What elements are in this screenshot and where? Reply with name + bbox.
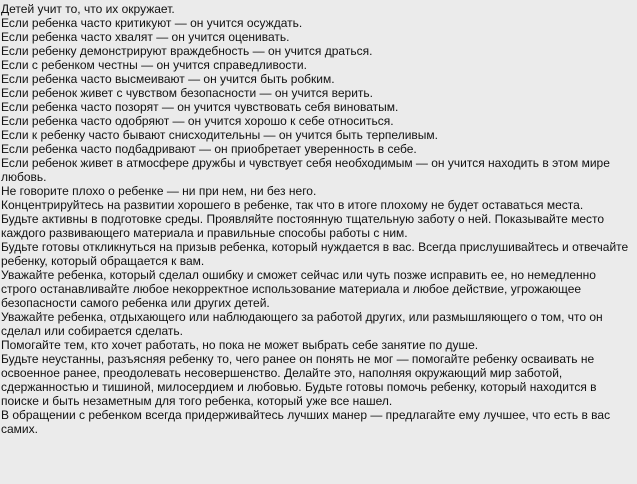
text-line: Если ребенок живет с чувством безопасности — он учится верить. xyxy=(1,86,373,100)
text-line: Если ребенка часто высмеивают — он учится быть робким. xyxy=(1,72,335,86)
paragraph: Будьте готовы откликнуться на призыв ребенка, который нуждается в вас. Всегда прислушивайтесь и отвечайте ребенку, который обращается к вам. xyxy=(1,240,629,268)
paragraph: В обращении с ребенком всегда придерживайтесь лучших манер — предлагайте ему лучшее, что есть в вас самих. xyxy=(1,408,611,436)
paragraph: Уважайте ребенка, который сделал ошибку и сможет сейчас или чуть позже исправить ее, но немедленно строго останавливайте любое некорректное использование материала и любое действие, угрожающее безопасности самого ребенка или других детей. xyxy=(1,268,596,310)
text-line: Если ребенка часто хвалят — он учится оценивать. xyxy=(1,30,290,44)
text-line: Если ребенку демонстрируют враждебность — он учится драться. xyxy=(1,44,373,58)
text-line: Если с ребенком честны — он учится справедливости. xyxy=(1,58,307,72)
text-line: Если ребенка часто одобряют — он учится хорошо к себе относиться. xyxy=(1,114,394,128)
paragraph: Помогайте тем, кто хочет работать, но пока не может выбрать себе занятие по душе. xyxy=(1,338,479,352)
paragraph: Не говорите плохо о ребенке — ни при нем, ни без него. xyxy=(1,184,317,198)
paragraph: Уважайте ребенка, отдыхающего или наблюдающего за работой других, или размышляющего о том, что он сделал или собирается сделать. xyxy=(1,310,603,338)
text-line: Если ребенка часто позорят — он учится чувствовать себя виноватым. xyxy=(1,100,399,114)
text-line: Если ребенка часто критикуют — он учится осуждать. xyxy=(1,16,303,30)
text-line: Если к ребенку часто бывают снисходительны — он учится быть терпеливым. xyxy=(1,128,438,142)
paragraph: Если ребенок живет в атмосфере дружбы и чувствует себя необходимым — он учится находить в этом мире любовь. xyxy=(1,156,610,184)
paragraph: Будьте активны в подготовке среды. Проявляйте постоянную тщательную заботу о ней. Показывайте место каждого развивающего материала и правильные способы работы с ним. xyxy=(1,212,605,240)
text-line: Если ребенка часто подбадривают — он приобретает уверенность в себе. xyxy=(1,142,417,156)
text-line: Детей учит то, что их окружает. xyxy=(1,2,175,16)
paragraph: Концентрируйтесь на развитии хорошего в ребенке, так что в итоге плохому не будет оставаться места. xyxy=(1,198,584,212)
paragraph: Будьте неустанны, разъясняя ребенку то, чего ранее он понять не мог — помогайте ребенку осваивать не освоенное ранее, преодолевать несовершенство. Делайте это, наполняя окружающий мир заботой, сдержанностью и тишиной, милосердием и любовью. Будьте готовы помочь ребенку, который находится в поиске и быть незаметным для того ребенка, который уже все нашел. xyxy=(1,352,597,408)
